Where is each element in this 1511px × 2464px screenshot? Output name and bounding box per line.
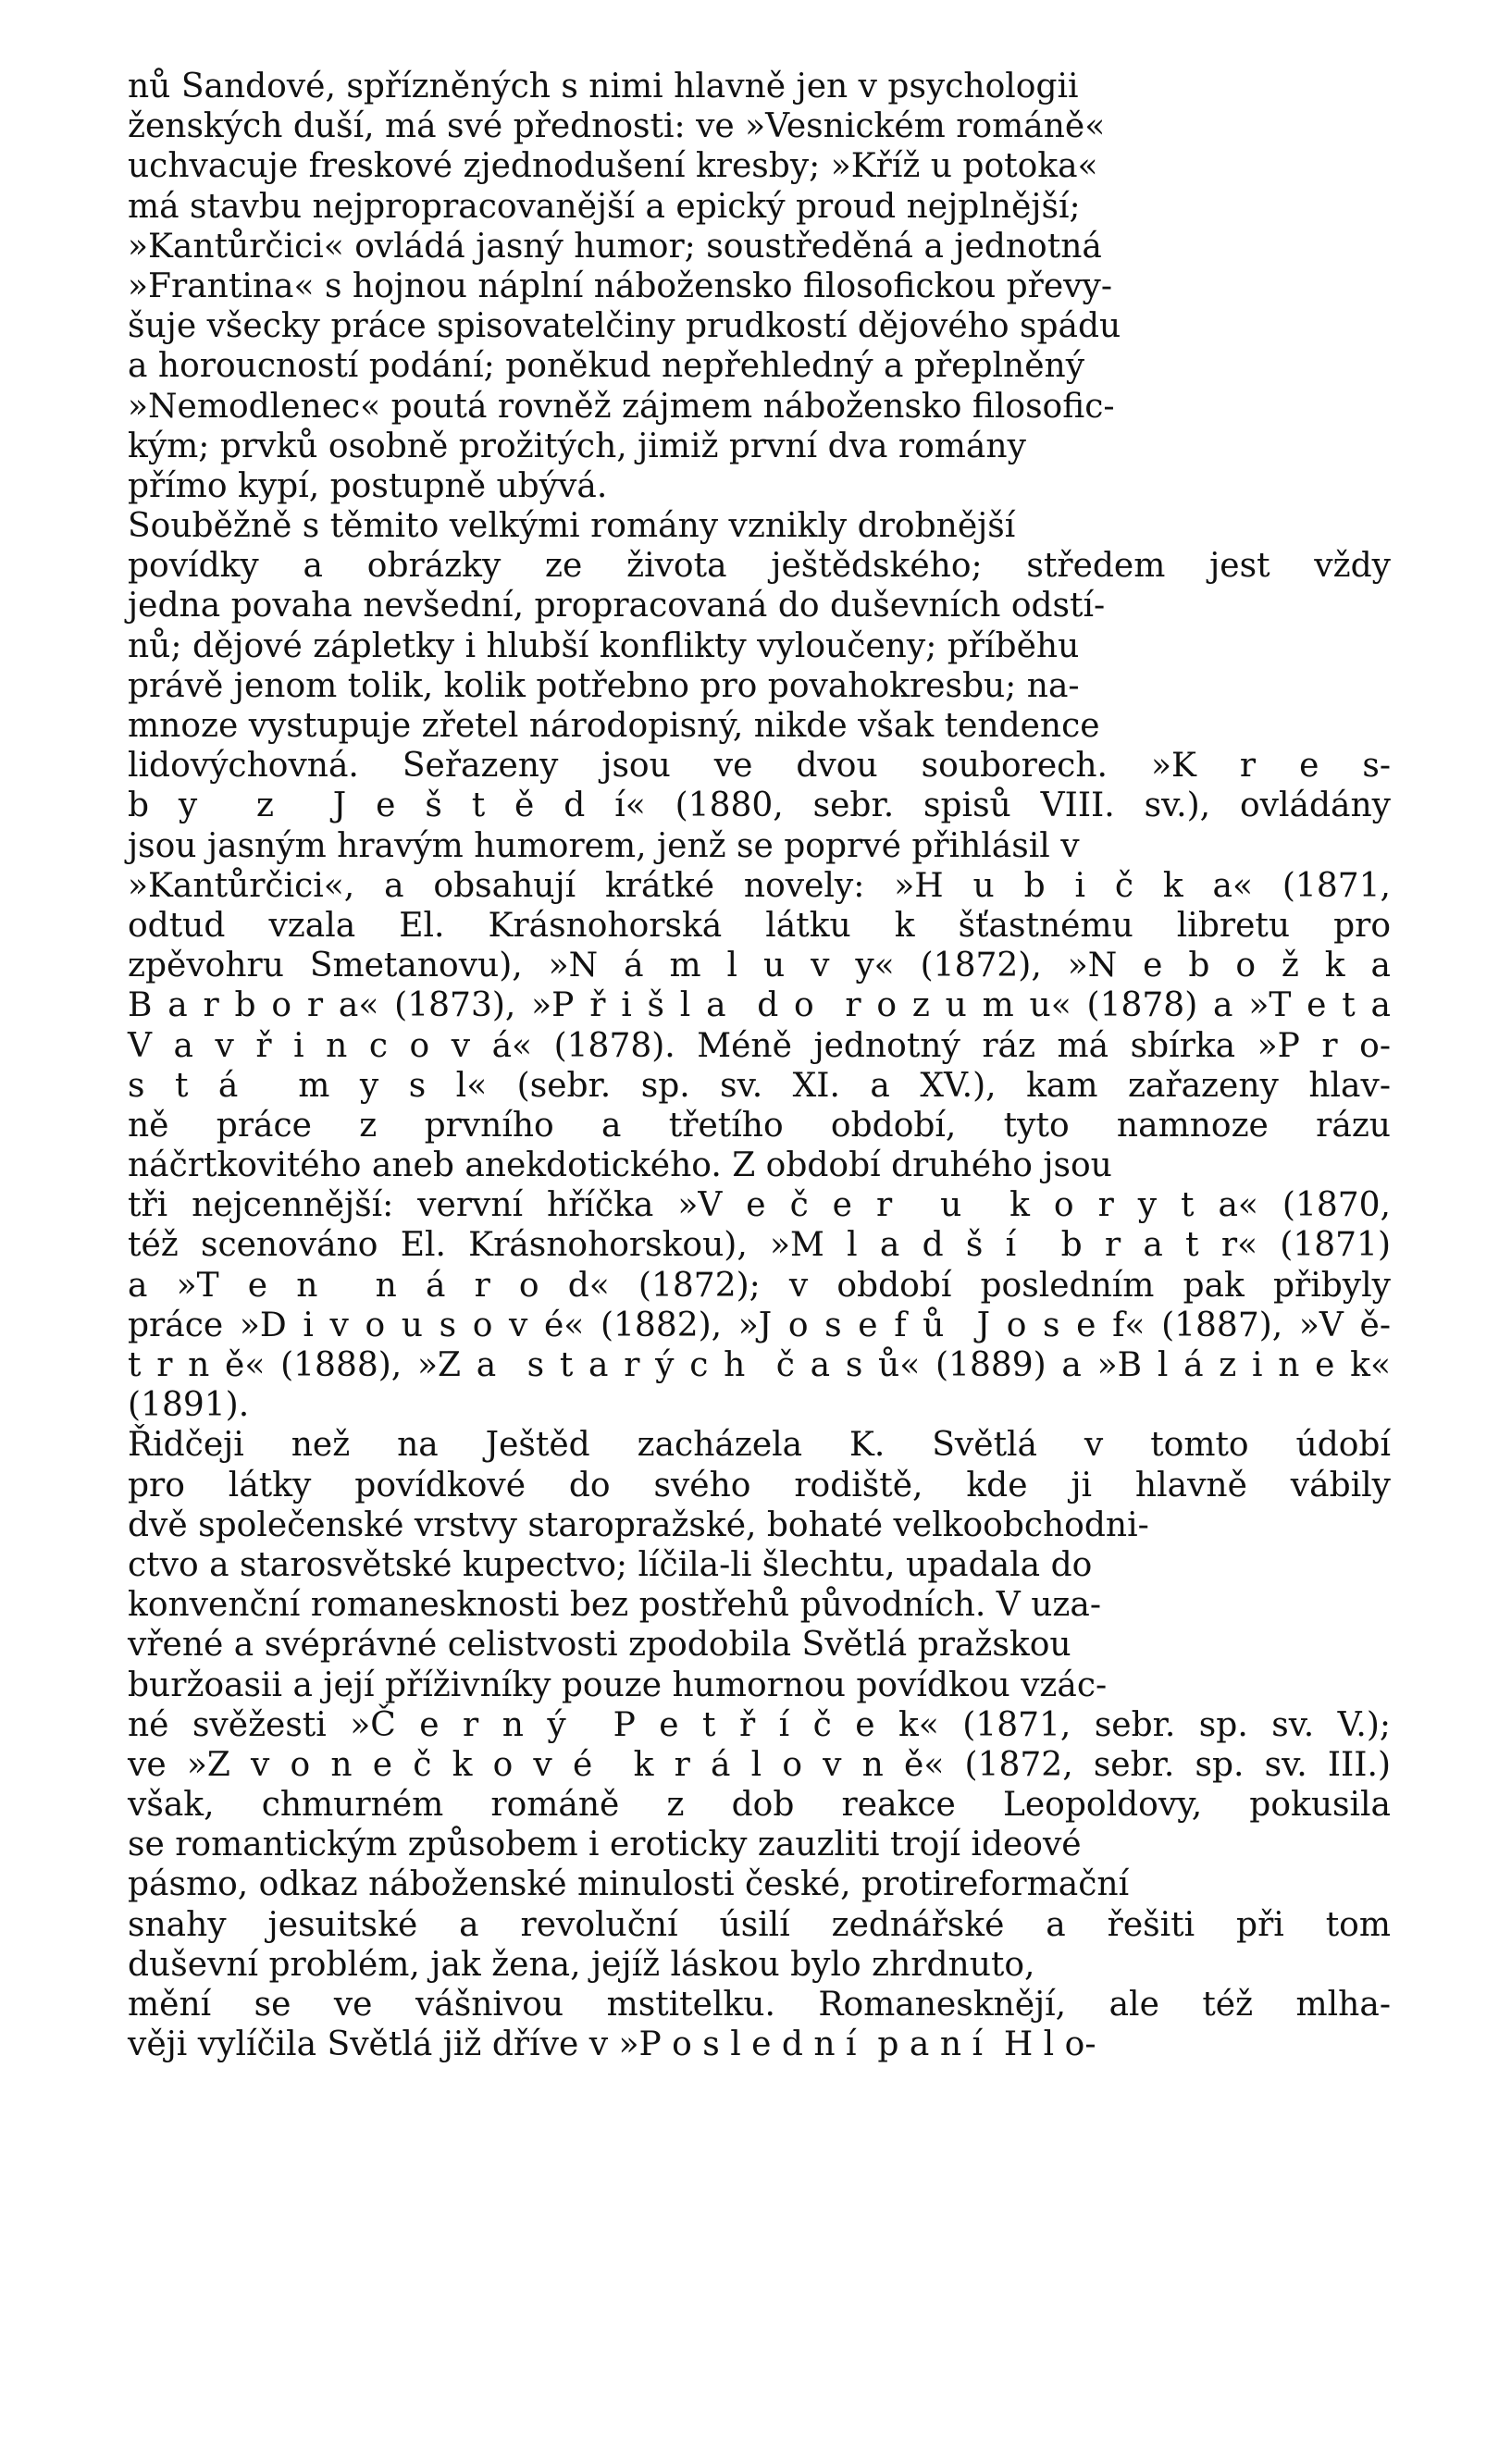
text-line: V a v ř i n c o v á« (1878). Méně jednotný ráz má sbírka »P r o- (128, 1026, 1391, 1065)
text-line: přímo kypí, postupně ubývá. (128, 466, 608, 505)
text-line: lidovýchovná. Seřazeny jsou ve dvou souborech. »K r e s- (128, 747, 1391, 786)
text-line: ctvo a starosvětské kupectvo; líčila-li šlechtu, upadala do (128, 1545, 1093, 1584)
text-line: tři nejcennější: vervní hříčka »V e č e r u k o r y t a« (1870, (128, 1186, 1391, 1225)
text-line: a »T e n n á r o d« (1872); v období posledním pak přibyly (128, 1266, 1391, 1305)
text-line: snahy jesuitské a revoluční úsilí zednářské a řešiti při tom (128, 1905, 1391, 1944)
text-line: ně práce z prvního a třetího období, tyto namnoze rázu (128, 1106, 1391, 1145)
text-line: konvenční romanesknosti bez postřehů původních. V uza- (128, 1586, 1102, 1625)
text-line: b y z J e š t ě d í« (1880, sebr. spisů VIII. sv.), ovládány (128, 786, 1392, 825)
text-line: pro látky povídkové do svého rodiště, kde ji hlavně vábily (128, 1466, 1391, 1504)
text-line: dvě společenské vrstvy staropražské, bohaté velkoobchodni- (128, 1505, 1149, 1544)
text-line: uchvacuje freskové zjednodušení kresby; »Kříž u potoka« (128, 147, 1098, 186)
text-line: však, chmurném románě z dob reakce Leopoldovy, pokusila (128, 1786, 1391, 1825)
text-line: mnoze vystupuje zřetel národopisný, nikde však tendence (128, 707, 1100, 745)
text-line: duševní problém, jak žena, jejíž láskou bylo zhrdnuto, (128, 1945, 1035, 1984)
paragraph (128, 506, 1391, 1425)
body-text (128, 67, 1391, 2064)
text-line: pásmo, odkaz náboženské minulosti české, protireformační (128, 1865, 1130, 1904)
text-line: buržoasii a její příživníky pouze humornou povídkou vzác- (128, 1665, 1108, 1704)
text-line: odtud vzala El. Krásnohorská látku k šťastnému libretu pro (128, 906, 1391, 945)
text-line: né svěžesti »Č e r n ý P e t ř í č e k« (1871, sebr. sp. sv. V.); (128, 1705, 1391, 1744)
text-line: mění se ve vášnivou mstitelku. Romanesknějí, ale též mlha- (128, 1986, 1391, 2024)
text-line: se romantickým způsobem i eroticky zauzliti trojí ideové (128, 1826, 1082, 1864)
text-line: právě jenom tolik, kolik potřebno pro povahokresbu; na- (128, 666, 1080, 705)
text-line: »Frantina« s hojnou náplní nábožensko filosofickou převy- (128, 266, 1113, 305)
text-line: t r n ě« (1888), »Z a s t a r ý c h č a s ů« (1889) a »B l á z i n e k« (128, 1346, 1391, 1384)
text-line: a horoucností podání; poněkud nepřehledný a přeplněný (128, 347, 1085, 386)
text-line: též scenováno El. Krásnohorskou), »M l a d š í b r a t r« (1871) (128, 1226, 1392, 1265)
text-line: práce »D i v o u s o v é« (1882), »J o s e f ů J o s e f« (1887), »V ě- (128, 1306, 1391, 1344)
text-line: jsou jasným hravým humorem, jenž se poprvé přihlásil v (128, 826, 1080, 865)
text-line: šuje všecky práce spisovatelčiny prudkostí dějového spádu (128, 307, 1121, 346)
paragraph (128, 67, 1391, 506)
text-line: zpěvohru Smetanovu), »N á m l u v y« (1872), »N e b o ž k a (128, 947, 1392, 985)
text-line: »Nemodlenec« poutá rovněž zájmem nábožensko filosofic- (128, 387, 1115, 426)
text-line: »Kantůrčici« ovládá jasný humor; soustředěná a jednotná (128, 227, 1102, 266)
text-line: vřené a svéprávné celistvosti zpodobila Světlá pražskou (128, 1626, 1071, 1665)
text-line: povídky a obrázky ze života ještědského; středem jest vždy (128, 547, 1391, 586)
text-line: kým; prvků osobně prožitých, jimiž první dva romány (128, 427, 1026, 465)
text-line: (1891). (128, 1386, 250, 1425)
text-line: ve »Z v o n e č k o v é k r á l o v n ě« (1872, sebr. sp. sv. III.) (128, 1745, 1391, 1784)
text-line: náčrtkovitého aneb anekdotického. Z období druhého jsou (128, 1146, 1112, 1185)
text-line: jedna povaha nevšední, propracovaná do duševních odstí- (128, 587, 1106, 625)
text-line: nů; dějové zápletky i hlubší konflikty vyloučeny; příběhu (128, 626, 1080, 665)
text-line: má stavbu nejpropracovanější a epický proud nejplnější; (128, 187, 1081, 226)
paragraph (128, 1425, 1391, 2064)
text-line: věji vylíčila Světlá již dříve v »P o s l e d n í p a n í H l o- (128, 2025, 1096, 2064)
text-line: Řidčeji než na Ještěd zacházela K. Světlá v tomto údobí (128, 1426, 1391, 1465)
text-line: nů Sandové, spřízněných s nimi hlavně jen v psychologii (128, 68, 1079, 105)
text-line: »Kantůrčici«, a obsahují krátké novely: »H u b i č k a« (1871, (128, 866, 1391, 905)
text-line: ženských duší, má své přednosti: ve »Vesnickém románě« (128, 107, 1106, 146)
text-line: s t á m y s l« (sebr. sp. sv. XI. a XV.), kam zařazeny hlav- (128, 1066, 1391, 1105)
text-line: B a r b o r a« (1873), »P ř i š l a d o r o z u m u« (1878) a »T e t a (128, 986, 1392, 1025)
text-line: Souběžně s těmito velkými romány vznikly drobnější (128, 507, 1016, 546)
